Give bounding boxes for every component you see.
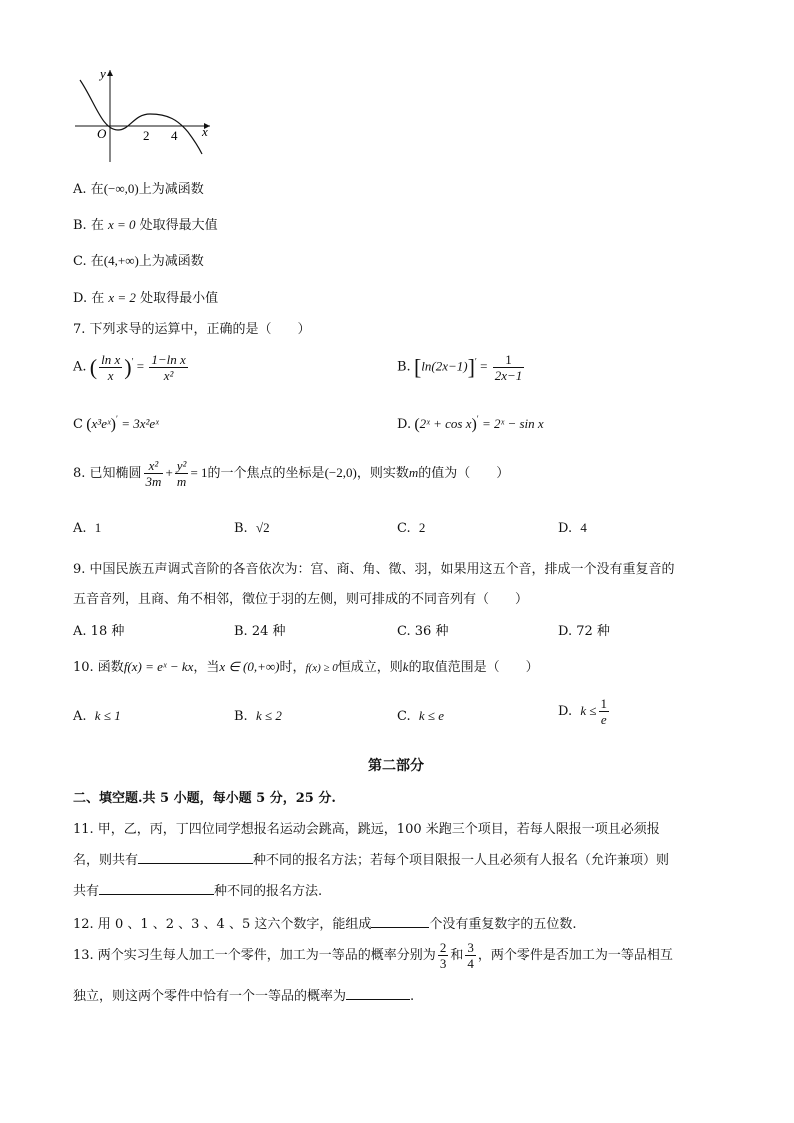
q12-stem: 12. 用 0 、1 、2 、3 、4 、5 这六个数字，能组成 个没有重复数字的五位数.	[73, 913, 577, 932]
q13-line1: 13. 两个实习生每人加工一个零件，加工为一等品的概率分别为 $\frac{2}{3}$ 和 $\frac{3}{4}$ ，两个零件是否加工为一等品相互	[73, 940, 673, 971]
function-graph	[70, 62, 220, 167]
section-heading: 二、填空题.共 5 小题，每小题 5 分，25 分.	[73, 791, 336, 806]
q13-line2: 独立，则这两个零件中恰有一个一等品的概率为 .	[73, 985, 414, 1004]
q11-blank-2[interactable]	[99, 881, 214, 895]
q12-blank[interactable]	[371, 914, 429, 928]
q7-option-d: D. (2ˣ + cos x)′ = 2ˣ − sin x	[397, 414, 544, 434]
q11-line2: 名，则共有 种不同的报名方法；若每个项目限报一人且必须有人报名（允许兼项）则	[73, 849, 669, 868]
part-title: 第二部分	[368, 758, 424, 774]
q10-option-a: A. k ≤ 1	[73, 708, 121, 724]
q7-stem: 7. 下列求导的运算中，正确的是（ ）	[73, 322, 311, 337]
q11-blank-1[interactable]	[138, 850, 253, 864]
q9-line2: 五音音列，且商、角不相邻，徵位于羽的左侧，则可排成的不同音列有（ ）	[73, 592, 529, 607]
q9-option-b: B. 24 种	[234, 624, 286, 639]
tick-4-label: 4	[171, 128, 178, 143]
q6-option-b: B. 在 x = 0 处取得最大值	[73, 217, 218, 233]
q6-option-a: A. 在(−∞,0)上为减函数	[73, 181, 204, 197]
q10-option-d: D. k ≤ $\frac{1}{e}$	[558, 696, 608, 727]
q9-option-c: C. 36 种	[397, 624, 449, 639]
q8-stem: 8. 已知椭圆 $\frac{\text{x²}}{3m}$ + $\frac{\text{y²}}{m}$ = 1的一个焦点的坐标是(−2,0)，则实数m的值为（ ）	[73, 458, 510, 489]
q13-blank[interactable]	[346, 986, 410, 1000]
tick-2-label: 2	[143, 128, 150, 143]
q10-stem: 10. 函数f(x) = eˣ − kx，当x ∈ (0,+∞)时，f(x) ≥ 0恒成立，则k的取值范围是（ ）	[73, 659, 539, 675]
q10-option-b: B. k ≤ 2	[234, 708, 282, 724]
q10-option-c: C. k ≤ e	[397, 708, 445, 724]
q7-option-b: B. [ln(2x−1)]′ = $\frac{1}{2x-1}$	[397, 352, 523, 383]
q9-option-d: D. 72 种	[558, 624, 610, 639]
q6-option-c: C. 在(4,+∞)上为减函数	[73, 253, 204, 269]
q8-option-d: D. 4	[558, 520, 587, 536]
q7-option-a: A. ( $\frac{\text{ln x}}{x}$ )′ = $\frac{\text{1−ln x}}{\text{x²}}$	[73, 352, 186, 383]
q6-option-d: D. 在 x = 2 处取得最小值	[73, 290, 219, 306]
q11-line1: 11. 甲，乙，丙，丁四位同学想报名运动会跳高，跳远，100 米跑三个项目，若每人限报一项且必须报	[73, 822, 660, 837]
q8-option-b: B. √2	[234, 520, 270, 536]
q9-option-a: A. 18 种	[73, 624, 125, 639]
q8-option-a: A. 1	[73, 520, 102, 536]
origin-label: O	[97, 126, 107, 141]
q11-line3: 共有 种不同的报名方法.	[73, 880, 322, 899]
x-axis-label: x	[202, 124, 208, 139]
q8-option-c: C. 2	[397, 520, 426, 536]
q9-line1: 9. 中国民族五声调式音阶的各音依次为：宫、商、角、徵、羽，如果用这五个音，排成一个没有重复音的	[73, 562, 675, 577]
y-axis-label: y	[100, 66, 106, 81]
q7-option-c: C (x³eˣ)′ = 3x²eˣ	[73, 414, 159, 434]
